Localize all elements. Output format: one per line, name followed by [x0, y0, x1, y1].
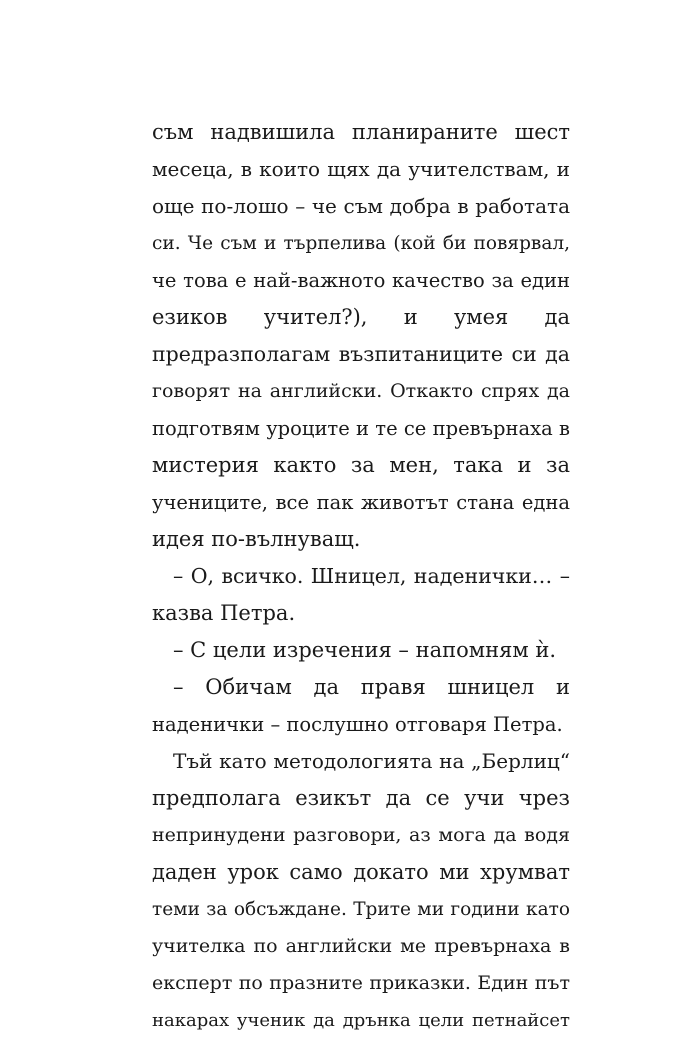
- text-line: даден урок само докато ми хрумват: [152, 860, 570, 884]
- text-line: учителка по английски ме превърнаха в: [152, 935, 570, 957]
- text-line: че това е най-важното качество за един: [152, 269, 570, 292]
- text-line: наденички – послушно отговаря Петра.: [152, 713, 563, 736]
- text-line: непринудени разговори, аз мога да водя: [152, 824, 570, 846]
- text-line: месеца, в които щях да учителствам, и: [152, 157, 570, 181]
- text-line: си. Че съм и търпелива (кой би повярвал,: [152, 233, 570, 254]
- text-line: теми за обсъждане. Трите ми години като: [152, 899, 570, 920]
- text-line: предполага езикът да се учи чрез: [152, 786, 570, 810]
- text-line: – О, всичко. Шницел, наденички… –: [173, 564, 570, 588]
- text-line: подготвям уроците и те се превърнаха в: [152, 417, 570, 440]
- text-line: – С цели изречения – напомням ѝ.: [173, 638, 557, 662]
- text-line: предразполагам възпитаниците си да: [152, 342, 570, 366]
- text-line: говорят на английски. Откакто спрях да: [152, 380, 570, 402]
- text-line: още по-лошо – че съм добра в работата: [152, 194, 570, 218]
- text-line: накарах ученик да дрънка цели петнайсет: [152, 1010, 570, 1031]
- text-line: Тъй като методологията на „Берлиц“: [173, 749, 570, 773]
- text-line: учениците, все пак животът стана една: [152, 491, 570, 514]
- text-line: съм надвишила планираните шест: [152, 120, 570, 144]
- text-line: езиков учител?), и умея да: [152, 305, 570, 329]
- text-line: идея по-вълнуващ.: [152, 527, 361, 551]
- text-line: казва Петра.: [152, 601, 296, 625]
- text-line: – Обичам да правя шницел и: [173, 675, 570, 699]
- text-line: експерт по празните приказки. Един път: [152, 972, 570, 994]
- body-text: [152, 114, 570, 1039]
- text-line: мистерия както за мен, така и за: [152, 453, 570, 477]
